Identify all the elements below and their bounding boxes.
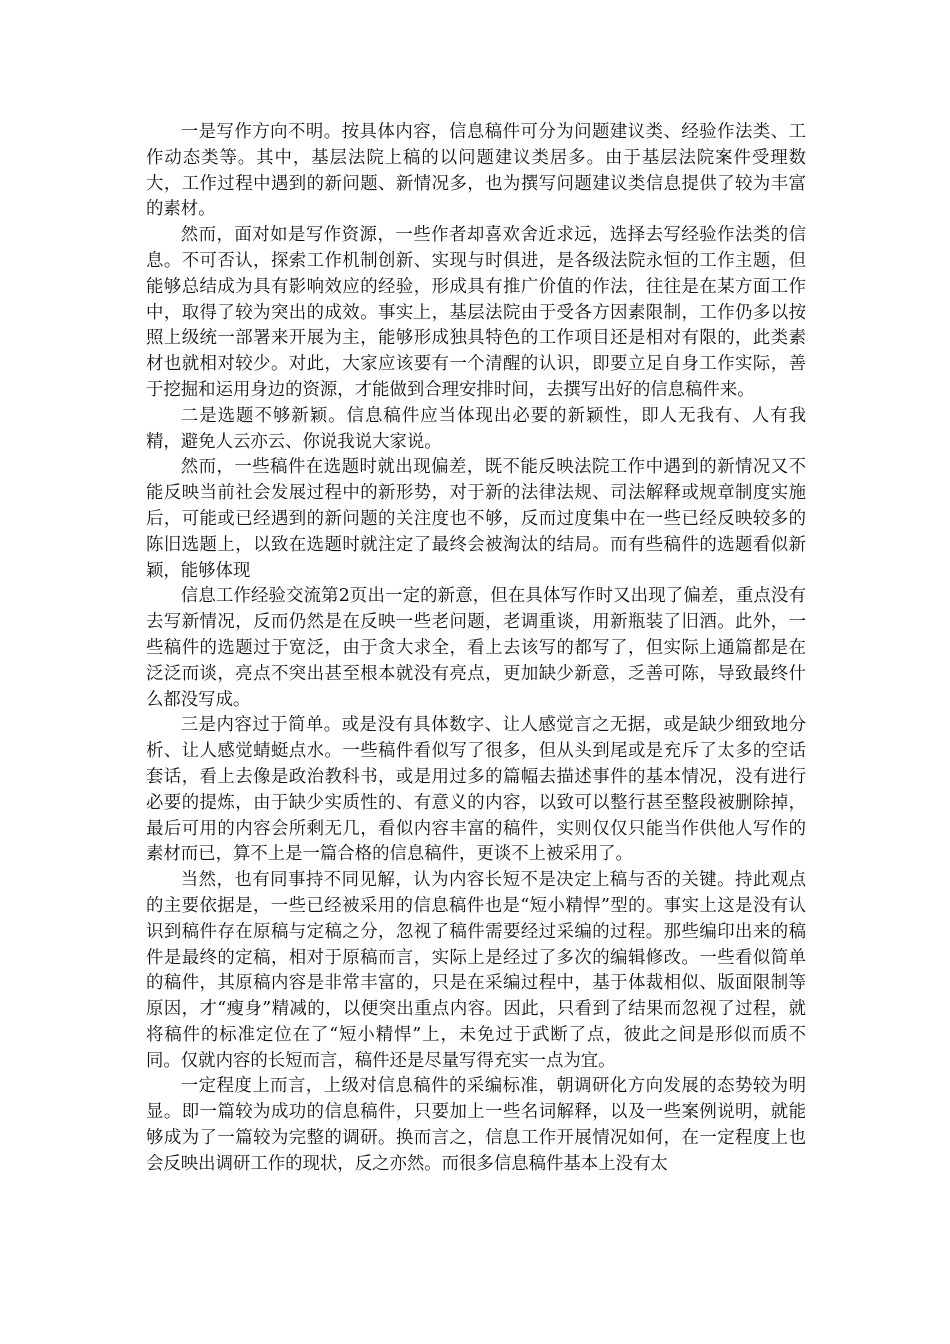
paragraph: 一定程度上而言，上级对信息稿件的采编标准，朝调研化方向发展的态势较为明显。即一篇较为成功的信息稿件，只要加上一些名词解释，以及一些案例说明，就能够成为了一篇较为完整的调研。换而言之，信息工作开展情况如何，在一定程度上也会反映出调研工作的现状，反之亦然。而很多信息稿件基本上没有太 xyxy=(146,1076,806,1174)
paragraph: 二是选题不够新颖。信息稿件应当体现出必要的新颖性，即人无我有、人有我精，避免人云亦云、你说我说大家说。 xyxy=(146,405,806,452)
paragraph: 三是内容过于简单。或是没有具体数字、让人感觉言之无据，或是缺少细致地分析、让人感觉蜻蜓点水。一些稿件看似写了很多，但从头到尾或是充斥了太多的空话套话，看上去像是政治教科书，或是用过多的篇幅去描述事件的基本情况，没有进行必要的提炼，由于缺少实质性的、有意义的内容，以致可以整行甚至整段被删除掉，最后可用的内容会所剩无几，看似内容丰富的稿件，实则仅仅只能当作供他人写作的素材而已，算不上是一篇合格的信息稿件，更谈不上被采用了。 xyxy=(146,715,806,865)
document-body xyxy=(146,120,806,1178)
paragraph: 当然，也有同事持不同见解，认为内容长短不是决定上稿与否的关键。持此观点的主要依据是，一些已经被采用的信息稿件也是“短小精悍”型的。事实上这是没有认识到稿件存在原稿与定稿之分，忽视了稿件需要经过采编的过程。那些编印出来的稿件是最终的定稿，相对于原稿而言，实际上是经过了多次的编辑修改。一些看似简单的稿件，其原稿内容是非常丰富的，只是在采编过程中，基于体裁相似、版面限制等原因，才“瘦身”精减的，以便突出重点内容。因此，只看到了结果而忽视了过程，就将稿件的标准定位在了“短小精悍”上，未免过于武断了点，彼此之间是形似而质不同。仅就内容的长短而言，稿件还是尽量写得充实一点为宜。 xyxy=(146,870,806,1071)
paragraph: 然而，面对如是写作资源，一些作者却喜欢舍近求远，选择去写经验作法类的信息。不可否认，探索工作机制创新、实现与时俱进，是各级法院永恒的工作主题，但能够总结成为具有影响效应的经验，形成具有推广价值的作法，往往是在某方面工作中，取得了较为突出的成效。事实上，基层法院由于受各方因素限制，工作仍多以按照上级统一部署来开展为主，能够形成独具特色的工作项目还是相对有限的，此类素材也就相对较少。对此，大家应该要有一个清醒的认识，即要立足自身工作实际，善于挖掘和运用身边的资源，才能做到合理安排时间，去撰写出好的信息稿件来。 xyxy=(146,225,806,400)
paragraph: 然而，一些稿件在选题时就出现偏差，既不能反映法院工作中遇到的新情况又不能反映当前社会发展过程中的新形势，对于新的法律法规、司法解释或规章制度实施后，可能或已经遇到的新问题的关注度也不够，反而过度集中在一些已经反映较多的陈旧选题上，以致在选题时就注定了最终会被淘汰的结局。而有些稿件的选题看似新颖，能够体现 xyxy=(146,457,806,581)
paragraph: 一是写作方向不明。按具体内容，信息稿件可分为问题建议类、经验作法类、工作动态类等。其中，基层法院上稿的以问题建议类居多。由于基层法院案件受理数大，工作过程中遇到的新问题、新情况多，也为撰写问题建议类信息提供了较为丰富的素材。 xyxy=(146,122,806,220)
paragraph: 信息工作经验交流第2页出一定的新意，但在具体写作时又出现了偏差，重点没有去写新情况，反而仍然是在反映一些老问题，老调重谈，用新瓶装了旧酒。此外，一些稿件的选题过于宽泛，由于贪大求全，看上去该写的都写了，但实际上通篇都是在泛泛而谈，亮点不突出甚至根本就没有亮点，更加缺少新意，乏善可陈，导致最终什么都没写成。 xyxy=(146,586,806,710)
